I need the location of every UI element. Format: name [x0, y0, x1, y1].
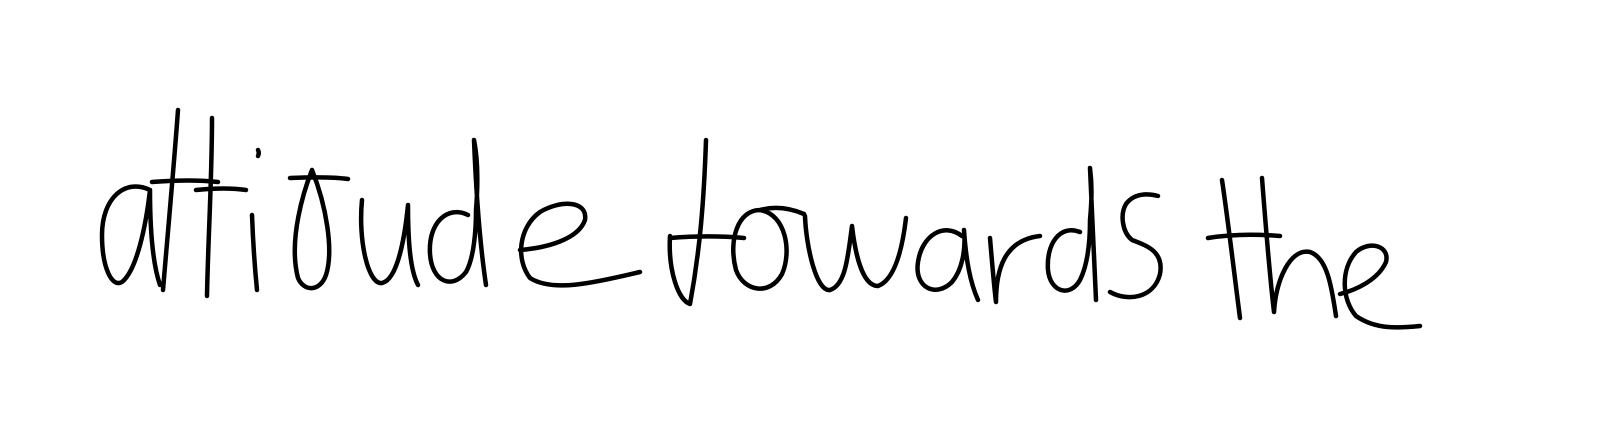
handwritten-word [95, 150, 655, 320]
handwritten-word [665, 150, 1175, 320]
handwritten-word [1215, 150, 1430, 320]
